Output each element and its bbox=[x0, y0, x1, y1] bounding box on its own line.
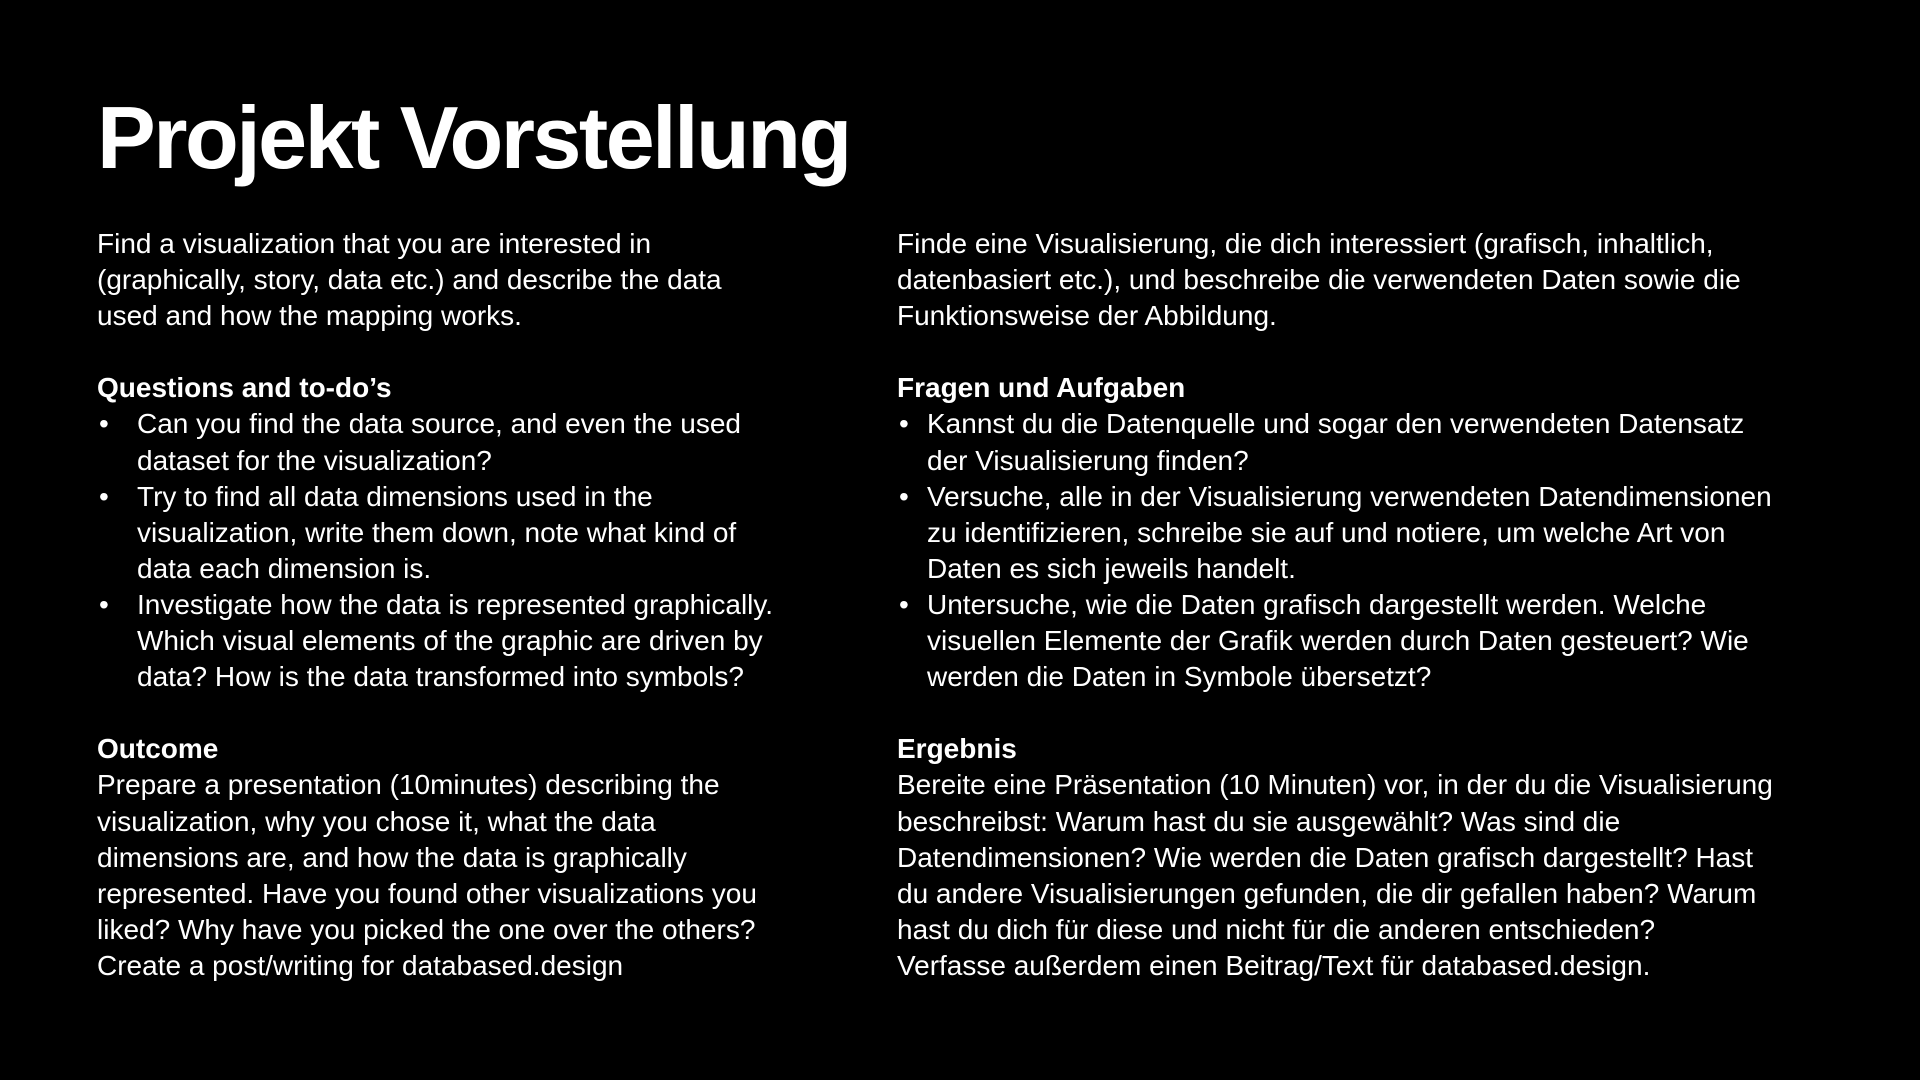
spacer bbox=[897, 695, 1857, 731]
text-line: Funktionsweise der Abbildung. bbox=[897, 300, 1277, 332]
text-line: Bereite eine Präsentation (10 Minuten) vor, in der du die Visualisierung bbox=[897, 769, 1773, 801]
english-column bbox=[97, 226, 857, 984]
text-line: du andere Visualisierungen gefunden, die dir gefallen haben? Warum bbox=[897, 877, 1757, 909]
text-line: dimensions are, and how the data is graphically bbox=[97, 841, 687, 873]
text-line: visualization, why you chose it, what the data bbox=[97, 805, 656, 837]
text-line: Untersuche, wie die Daten grafisch dargestellt werden. Welche bbox=[927, 588, 1707, 620]
text-line: beschreibst: Warum hast du sie ausgewählt? Was sind die bbox=[897, 805, 1621, 837]
list-item bbox=[897, 587, 1857, 695]
text-line: Try to find all data dimensions used in the bbox=[137, 480, 653, 512]
spacer bbox=[97, 695, 857, 731]
list-item bbox=[897, 479, 1857, 587]
text-line: Investigate how the data is represented graphically. bbox=[137, 588, 774, 620]
text-line: liked? Why have you picked the one over the others? bbox=[97, 913, 756, 945]
list-item bbox=[97, 587, 857, 695]
text-line: Daten es sich jeweils handelt. bbox=[927, 552, 1296, 584]
text-line: der Visualisierung finden? bbox=[927, 444, 1249, 476]
bullet-icon: • bbox=[99, 588, 109, 620]
text-line: (graphically, story, data etc.) and describe the data bbox=[97, 264, 722, 296]
intro-paragraph bbox=[97, 226, 857, 334]
text-line: werden die Daten in Symbole übersetzt? bbox=[927, 661, 1432, 693]
spacer bbox=[97, 334, 857, 370]
bullet-icon: • bbox=[899, 408, 909, 440]
text-line: used and how the mapping works. bbox=[97, 300, 522, 332]
bullet-list bbox=[897, 406, 1857, 695]
bullet-icon: • bbox=[899, 480, 909, 512]
outcome-heading: Ergebnis bbox=[897, 733, 1017, 765]
text-line: Kannst du die Datenquelle und sogar den verwendeten Datensatz bbox=[927, 408, 1745, 440]
text-line: Create a post/writing for databased.design bbox=[97, 949, 624, 981]
text-line: Datendimensionen? Wie werden die Daten grafisch dargestellt? Hast bbox=[897, 841, 1754, 873]
questions-heading: Fragen und Aufgaben bbox=[897, 372, 1186, 404]
intro-paragraph bbox=[897, 226, 1857, 334]
text-line: represented. Have you found other visualizations you bbox=[97, 877, 757, 909]
list-item bbox=[897, 406, 1857, 478]
questions-heading: Questions and to-do’s bbox=[97, 372, 392, 404]
bullet-icon: • bbox=[899, 588, 909, 620]
text-line: visuellen Elemente der Grafik werden durch Daten gesteuert? Wie bbox=[927, 625, 1749, 657]
text-line: data? How is the data transformed into symbols? bbox=[137, 661, 744, 693]
bullet-icon: • bbox=[99, 408, 109, 440]
outcome-paragraph bbox=[897, 767, 1857, 984]
text-line: zu identifizieren, schreibe sie auf und notiere, um welche Art von bbox=[927, 516, 1726, 548]
list-item bbox=[97, 479, 857, 587]
german-column bbox=[897, 226, 1857, 984]
text-line: dataset for the visualization? bbox=[137, 444, 492, 476]
text-line: data each dimension is. bbox=[137, 552, 432, 584]
text-line: Versuche, alle in der Visualisierung verwendeten Datendimensionen bbox=[927, 480, 1772, 512]
page-title: Projekt Vorstellung bbox=[97, 88, 850, 187]
text-line: Prepare a presentation (10minutes) describing the bbox=[97, 769, 720, 801]
bullet-list bbox=[97, 406, 857, 695]
text-line: Can you find the data source, and even the used bbox=[137, 408, 741, 440]
text-line: datenbasiert etc.), und beschreibe die verwendeten Daten sowie die bbox=[897, 264, 1741, 296]
text-line: visualization, write them down, note what kind of bbox=[137, 516, 737, 548]
text-line: Finde eine Visualisierung, die dich interessiert (grafisch, inhaltlich, bbox=[897, 228, 1714, 259]
bullet-icon: • bbox=[99, 480, 109, 512]
list-item bbox=[97, 406, 857, 478]
text-line: hast du dich für diese und nicht für die anderen entschieden? bbox=[897, 913, 1656, 945]
text-line: Which visual elements of the graphic are driven by bbox=[137, 625, 763, 657]
outcome-heading: Outcome bbox=[97, 733, 219, 765]
text-line: Find a visualization that you are interested in bbox=[97, 228, 652, 259]
outcome-paragraph bbox=[97, 767, 857, 984]
text-line: Verfasse außerdem einen Beitrag/Text für databased.design. bbox=[897, 949, 1651, 981]
spacer bbox=[897, 334, 1857, 370]
